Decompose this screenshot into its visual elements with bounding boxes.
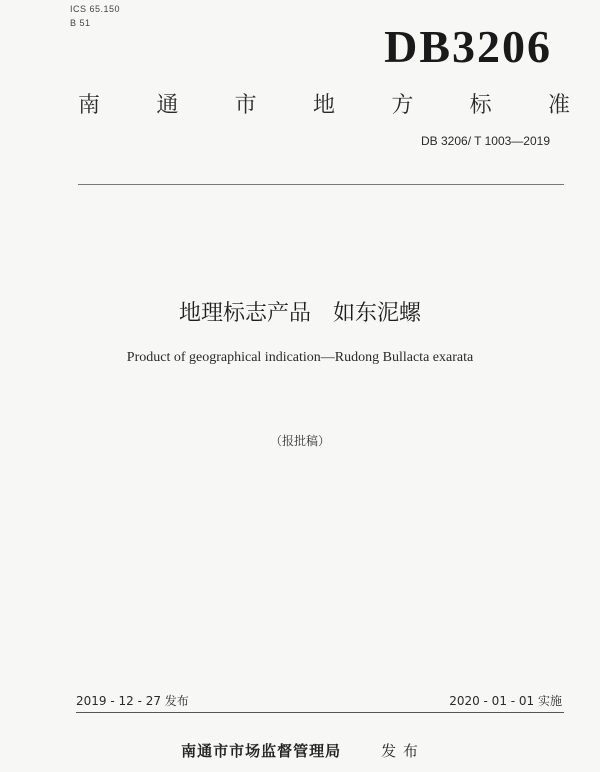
issue-date: 2019 - 12 - 27 发布 xyxy=(76,694,189,708)
draft-status-note: （报批稿） xyxy=(269,434,330,448)
standard-type-char: 市 xyxy=(234,93,257,118)
standard-type-char: 标 xyxy=(469,93,492,118)
standard-number: DB 3206/ T 1003—2019 xyxy=(421,134,550,148)
publish-action: 发 布 xyxy=(381,742,419,760)
publisher-name: 南通市市场监督管理局 xyxy=(181,742,342,760)
document-title-en: Product of geographical indication—Rudong Bullacta exarata xyxy=(126,350,474,365)
standard-type-title xyxy=(78,88,570,119)
document-title-cn: 地理标志产品 如东泥螺 xyxy=(178,301,421,326)
footer-divider xyxy=(76,712,564,713)
header-divider xyxy=(78,184,564,185)
standard-type-char: 地 xyxy=(312,93,335,118)
publisher-line xyxy=(0,740,600,761)
ccs-code: B 51 xyxy=(70,18,91,28)
ics-code: ICS 65.150 xyxy=(70,4,121,14)
standard-type-char: 方 xyxy=(391,93,414,118)
standard-type-char: 准 xyxy=(547,93,570,118)
implementation-date: 2020 - 01 - 01 实施 xyxy=(449,694,562,708)
standard-type-char: 南 xyxy=(78,93,101,118)
db-code-logo: DB3206 xyxy=(384,21,552,72)
standard-type-char: 通 xyxy=(156,93,179,118)
